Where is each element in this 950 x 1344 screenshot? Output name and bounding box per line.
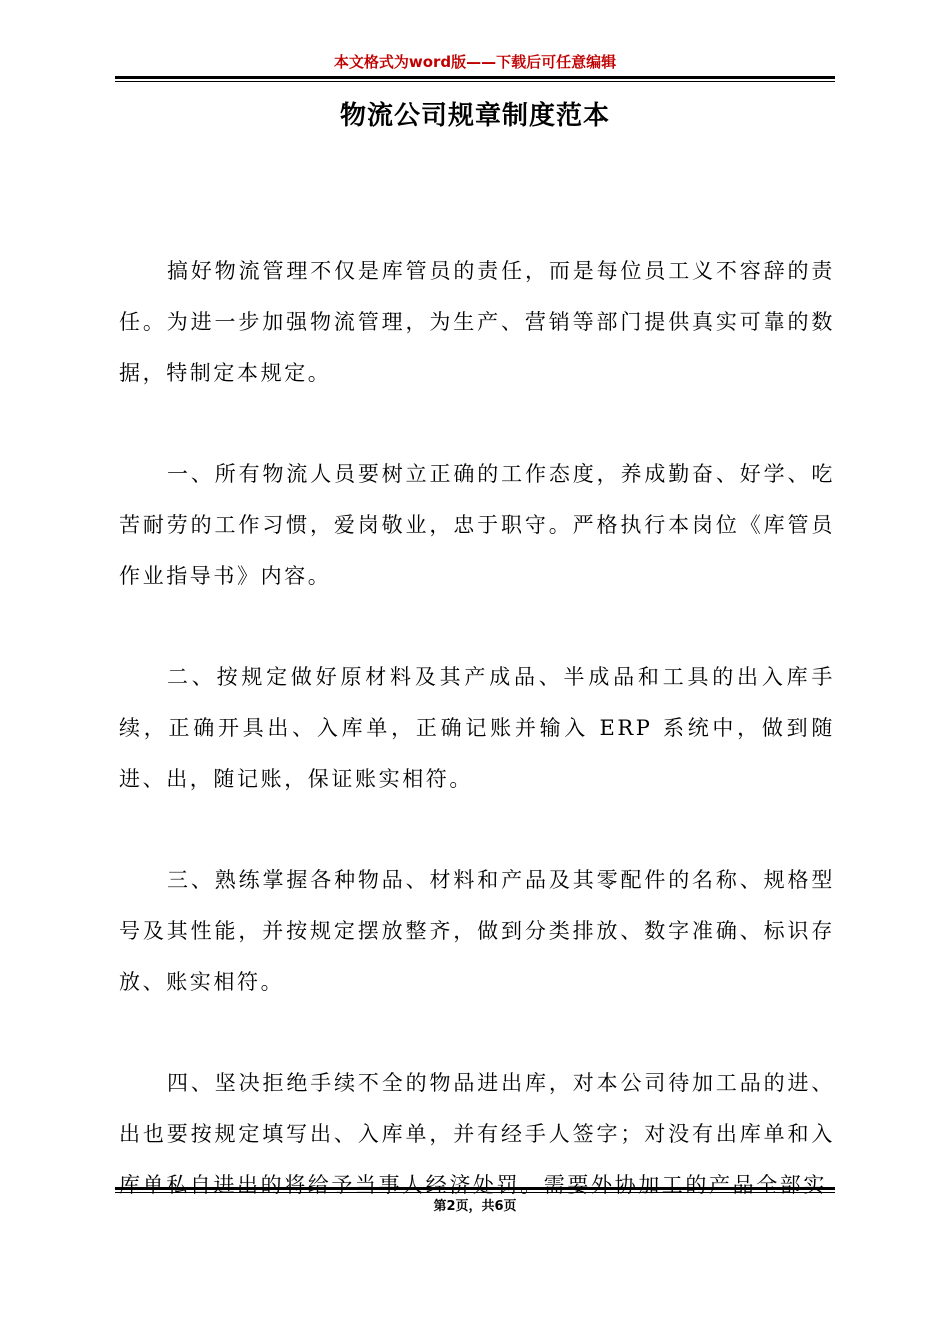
footer-rule-thick (115, 1187, 835, 1190)
paragraph-intro: 搞好物流管理不仅是库管员的责任，而是每位员工义不容辞的责任。为进一步加强物流管理，为生产、营销等部门提供真实可靠的数据，特制定本规定。 (119, 259, 835, 385)
header-rule-thin (115, 81, 835, 82)
document-body (119, 246, 835, 1261)
header-rule-thick (115, 76, 835, 79)
paragraph-rule-2: 二、按规定做好原材料及其产成品、半成品和工具的出入库手续，正确开具出、入库单，正确记账并输入 ERP 系统中，做到随进、出，随记账，保证账实相符。 (119, 665, 835, 791)
footer-rule-thin (115, 1192, 835, 1193)
paragraph-rule-4: 四、坚决拒绝手续不全的物品进出库，对本公司待加工品的进、出也要按规定填写出、入库单，并有经手人签字；对没有出库单和入库单私自进出的将给予当事人经济处罚。需要外协加工的产品全部实 (119, 1071, 835, 1197)
page-number: 第2页，共6页 (433, 1199, 517, 1214)
page-header-notice: 本文格式为word版——下载后可任意编辑 (333, 53, 617, 71)
document-title: 物流公司规章制度范本 (339, 101, 610, 131)
paragraph-rule-3: 三、熟练掌握各种物品、材料和产品及其零配件的名称、规格型号及其性能，并按规定摆放整齐，做到分类排放、数字准确、标识存放、账实相符。 (119, 868, 835, 994)
paragraph-rule-1: 一、所有物流人员要树立正确的工作态度，养成勤奋、好学、吃苦耐劳的工作习惯，爱岗敬业，忠于职守。严格执行本岗位《库管员作业指导书》内容。 (119, 462, 835, 588)
